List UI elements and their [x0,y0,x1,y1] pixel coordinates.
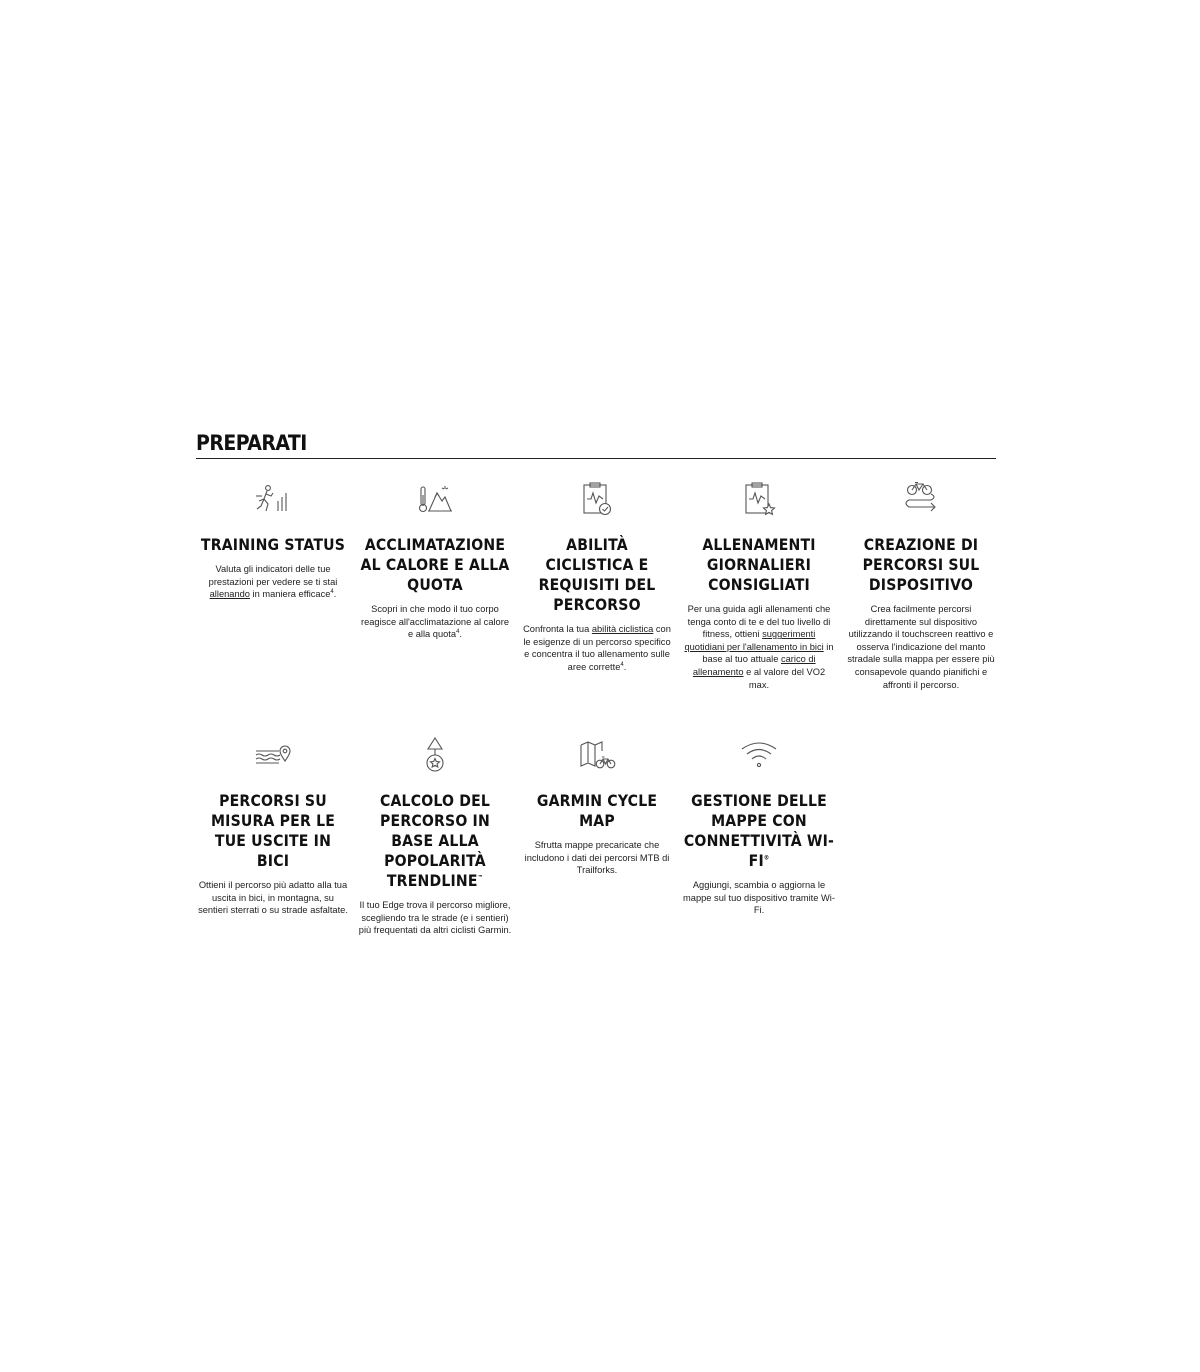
clipboard-chart-check-icon [577,481,617,517]
bike-route-arrow-icon [901,481,941,517]
wifi-icon [739,737,779,773]
popularity-navigation-icon [415,737,455,773]
feature-title: PERCORSI SU MISURA PER LE TUE USCITE IN BICI [210,791,336,870]
feature-description: Valuta gli indicatori delle tue prestazioni per vedere se ti stai allenando in maniera efficace$^4$. [208,564,338,600]
feature-description: Aggiungi, scambia o aggiorna le mappe sul tuo dispositivo tramite Wi-Fi. [683,880,835,916]
feature-description: Crea facilmente percorsi direttamente sul dispositivo utilizzando il touchscreen reattivo e osserva l'indicazione del manto stradale sulla mappa per essere più consapevole quando pianifichi e affronti il percorso. [847,604,995,690]
feature-card-abilita-ciclistica [520,481,674,673]
feature-description: Sfrutta mappe precaricate che includono i dati dei percorsi MTB di Trailforks. [524,840,670,876]
abilita-ciclistica-link[interactable]: abilità ciclistica [591,624,654,634]
runner-trend-icon [253,481,293,517]
feature-card-creazione-percorsi [844,481,998,691]
features-grid [196,459,996,979]
thermometer-mountain-icon [415,481,455,517]
feature-description: Confronta la tua abilità ciclistica con le esigenze di un percorso specifico e concentra il tuo allenamento sulle aree corrette$^4$. [523,624,671,672]
terrain-pin-icon [253,737,293,773]
feature-title: GESTIONE DELLE MAPPE CON CONNETTIVITÀ WI-FI® [683,791,835,870]
feature-card-acclimatazione [358,481,512,641]
feature-card-cycle-map [520,737,674,877]
feature-card-training-status [196,481,350,601]
feature-title: ALLENAMENTI GIORNALIERI CONSIGLIATI [702,535,816,594]
carico-allenamento-link[interactable]: carico di allenamento [692,654,816,677]
feature-title: GARMIN CYCLE MAP [536,791,658,830]
feature-title: ACCLIMATAZIONE AL CALORE E ALLA QUOTA [360,535,510,594]
section-title: PREPARATI [196,428,996,459]
feature-card-percorsi-su-misura [196,737,350,917]
feature-card-wifi-maps [682,737,836,917]
clipboard-chart-star-icon [739,481,779,517]
feature-description: Il tuo Edge trova il percorso migliore, scegliendo tra le strade (e i sentieri) più frequentati da altri ciclisti Garmin. [358,900,512,936]
feature-title: CREAZIONE DI PERCORSI SUL DISPOSITIVO [862,535,980,594]
map-bike-icon [577,737,617,773]
feature-card-allenamenti-consigliati [682,481,836,691]
feature-description: Per una guida agli allenamenti che tenga conto di te e del tuo livello di fitness, ottieni suggerimenti quotidiani per l'allenamento in bici in base al tuo attuale carico di allenamento e al valore del VO2 max. [684,604,834,690]
feature-card-trendline [358,737,512,937]
feature-title: ABILITÀ CICLISTICA E REQUISITI DEL PERCORSO [538,535,656,614]
feature-title: CALCOLO DEL PERCORSO IN BASE ALLA POPOLARITÀ TRENDLINE™ [379,791,491,890]
feature-description: Scopri in che modo il tuo corpo reagisce all'acclimatazione al calore e alla quota$^4$. [360,604,509,640]
allenando-link[interactable]: allenando [209,589,250,600]
suggerimenti-link[interactable]: suggerimenti quotidiani per l'allenamento in bici [684,629,824,652]
feature-description: Ottieni il percorso più adatto alla tua uscita in bici, in montagna, su sentieri sterrati o su strade asfaltate. [198,880,348,916]
preparati-section [196,428,996,979]
feature-title: TRAINING STATUS [200,535,346,554]
